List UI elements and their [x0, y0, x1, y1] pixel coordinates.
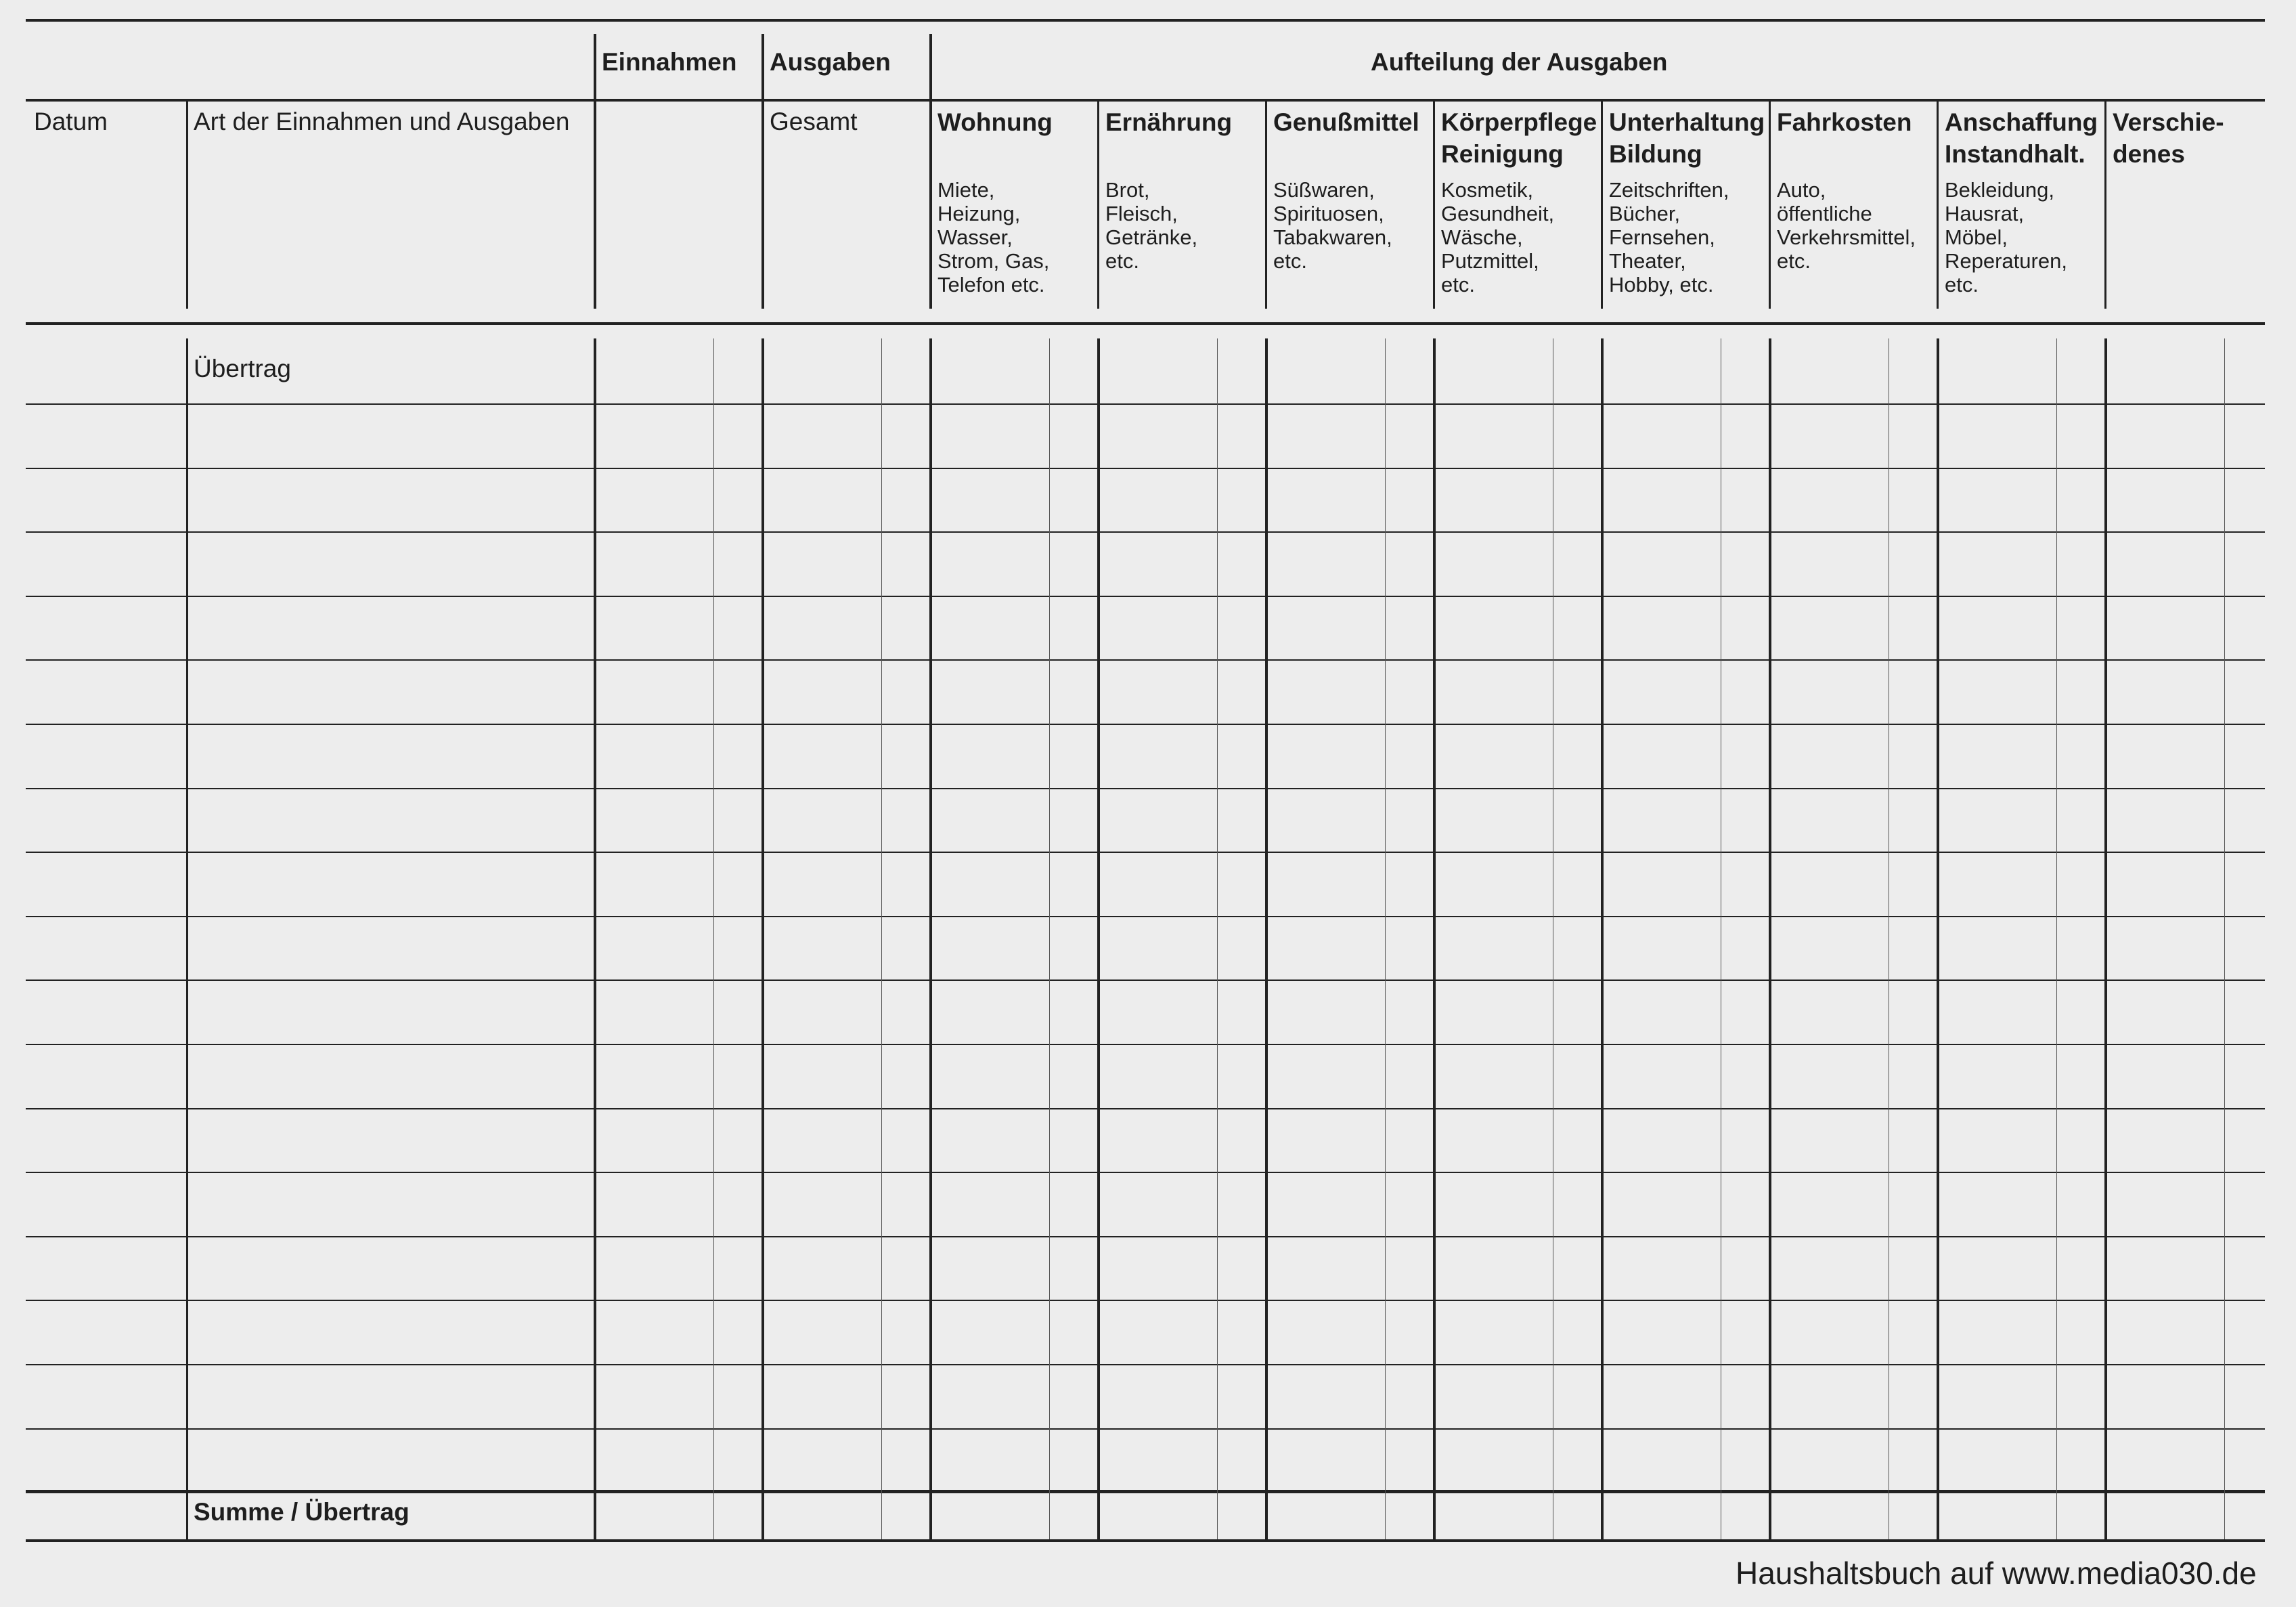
category-title [1105, 106, 1232, 138]
category-description-line: öffentliche [1777, 202, 1872, 225]
category-description-line: Strom, Gas, [937, 249, 1050, 273]
category-description-line: Hobby, etc. [1609, 273, 1714, 296]
category-description-line: Hausrat, [1945, 202, 2025, 225]
header-divider [594, 34, 596, 309]
category-description-line: Auto, [1777, 178, 1826, 202]
header-divider [1937, 99, 1939, 309]
category-title [2113, 106, 2224, 170]
category-description-line: Brot, [1105, 178, 1150, 202]
header-divider [761, 34, 764, 309]
body-divider [929, 338, 932, 1539]
body-divider [1433, 338, 1436, 1539]
body-divider [186, 338, 188, 1539]
row-divider [26, 1044, 2265, 1045]
category-description-line: Putzmittel, [1441, 249, 1539, 273]
row-divider [26, 1364, 2265, 1365]
category-description-line: Zeitschriften, [1609, 178, 1729, 202]
category-title-line: Wohnung [937, 108, 1053, 136]
cents-divider [1049, 338, 1050, 1539]
category-description [1609, 178, 1769, 296]
category-title-line: Körperpflege [1441, 108, 1597, 136]
header-gesamt: Gesamt [770, 108, 858, 135]
header-divider [1769, 99, 1771, 309]
category-description-line: Getränke, [1105, 225, 1198, 249]
row-divider [26, 979, 2265, 981]
body-divider [1097, 338, 1100, 1539]
category-description-line: Kosmetik, [1441, 178, 1534, 202]
category-description-line: Miete, [937, 178, 995, 202]
category-description [1945, 178, 2104, 296]
summe-uebertrag-label: Summe / Übertrag [194, 1498, 410, 1526]
header-divider [2104, 99, 2106, 309]
body-divider [2104, 338, 2107, 1539]
category-title-line: Fahrkosten [1777, 108, 1912, 136]
category-description [1441, 178, 1601, 296]
header-divider [1601, 99, 1603, 309]
body-divider [594, 338, 596, 1539]
row-divider [26, 788, 2265, 789]
category-description-line: Tabakwaren, [1273, 225, 1392, 249]
header-aufteilung: Aufteilung der Ausgaben [1371, 48, 1668, 76]
header-divider [186, 99, 188, 309]
category-description-line: etc. [1105, 249, 1139, 273]
category-description-line: Möbel, [1945, 225, 2008, 249]
cents-divider [1217, 338, 1218, 1539]
row-divider [26, 1428, 2265, 1430]
row-divider [26, 852, 2265, 853]
row-divider [26, 596, 2265, 597]
category-description [1777, 178, 1937, 273]
row-divider [26, 531, 2265, 533]
row-divider [26, 916, 2265, 917]
bottom-rule [26, 1539, 2265, 1542]
category-description-line: Süßwaren, [1273, 178, 1375, 202]
row-divider [26, 1300, 2265, 1301]
body-divider [761, 338, 764, 1539]
header-art: Art der Einnahmen und Ausgaben [194, 108, 570, 135]
category-description [1273, 178, 1433, 273]
row-divider [26, 1108, 2265, 1109]
row-divider [26, 659, 2265, 661]
category-title [1273, 106, 1419, 138]
header-divider [1433, 99, 1435, 309]
category-title [1441, 106, 1597, 170]
body-divider [1769, 338, 1771, 1539]
category-description-line: Telefon etc. [937, 273, 1045, 296]
category-description-line: Heizung, [937, 202, 1021, 225]
header-bottom-rule [26, 322, 2265, 325]
uebertrag-label: Übertrag [194, 355, 291, 382]
category-description-line: Reperaturen, [1945, 249, 2067, 273]
category-title-line: denes [2113, 140, 2185, 168]
category-title-line: Genußmittel [1273, 108, 1419, 136]
header-einnahmen: Einnahmen [602, 48, 737, 76]
category-description [1105, 178, 1265, 273]
category-description-line: Bücher, [1609, 202, 1681, 225]
cents-divider [2224, 338, 2225, 1539]
category-description-line: Gesundheit, [1441, 202, 1555, 225]
category-description [937, 178, 1097, 296]
category-description-line: Verkehrsmittel, [1777, 225, 1916, 249]
category-title [1609, 106, 1765, 170]
row-divider [26, 1172, 2265, 1173]
cents-divider [1385, 338, 1386, 1539]
category-description-line: Fleisch, [1105, 202, 1178, 225]
category-description-line: Wasser, [937, 225, 1013, 249]
body-divider [1601, 338, 1604, 1539]
header-datum: Datum [34, 108, 108, 135]
category-title [1777, 106, 1912, 138]
header-rule [26, 99, 2265, 102]
footer-text: Haushaltsbuch auf www.media030.de [1736, 1556, 2257, 1591]
top-rule [26, 19, 2265, 22]
category-description-line: Bekleidung, [1945, 178, 2055, 202]
body-divider [1937, 338, 1939, 1539]
row-divider [26, 724, 2265, 725]
category-title-line: Ernährung [1105, 108, 1233, 136]
row-divider [26, 468, 2265, 469]
category-title [937, 106, 1053, 138]
header-divider [929, 34, 932, 309]
sum-rule [26, 1490, 2265, 1493]
category-description-line: etc. [1777, 249, 1811, 273]
category-title-line: Unterhaltung [1609, 108, 1765, 136]
category-title-line: Anschaffung [1945, 108, 2098, 136]
category-title [1945, 106, 2098, 170]
category-description-line: Fernsehen, [1609, 225, 1715, 249]
row-divider [26, 403, 2265, 405]
header-divider [1265, 99, 1267, 309]
header-divider [1097, 99, 1099, 309]
category-title-line: Reinigung [1441, 140, 1564, 168]
cents-divider [713, 338, 714, 1539]
body-divider [1265, 338, 1268, 1539]
category-title-line: Bildung [1609, 140, 1702, 168]
category-description-line: etc. [1441, 273, 1475, 296]
category-description-line: etc. [1945, 273, 1979, 296]
cents-divider [2056, 338, 2057, 1539]
category-description-line: Theater, [1609, 249, 1686, 273]
row-divider [26, 1236, 2265, 1237]
category-title-line: Verschie- [2113, 108, 2224, 136]
category-title-line: Instandhalt. [1945, 140, 2085, 168]
category-description-line: etc. [1273, 249, 1307, 273]
category-description-line: Spirituosen, [1273, 202, 1384, 225]
cents-divider [881, 338, 882, 1539]
category-description-line: Wäsche, [1441, 225, 1523, 249]
header-ausgaben: Ausgaben [770, 48, 891, 76]
